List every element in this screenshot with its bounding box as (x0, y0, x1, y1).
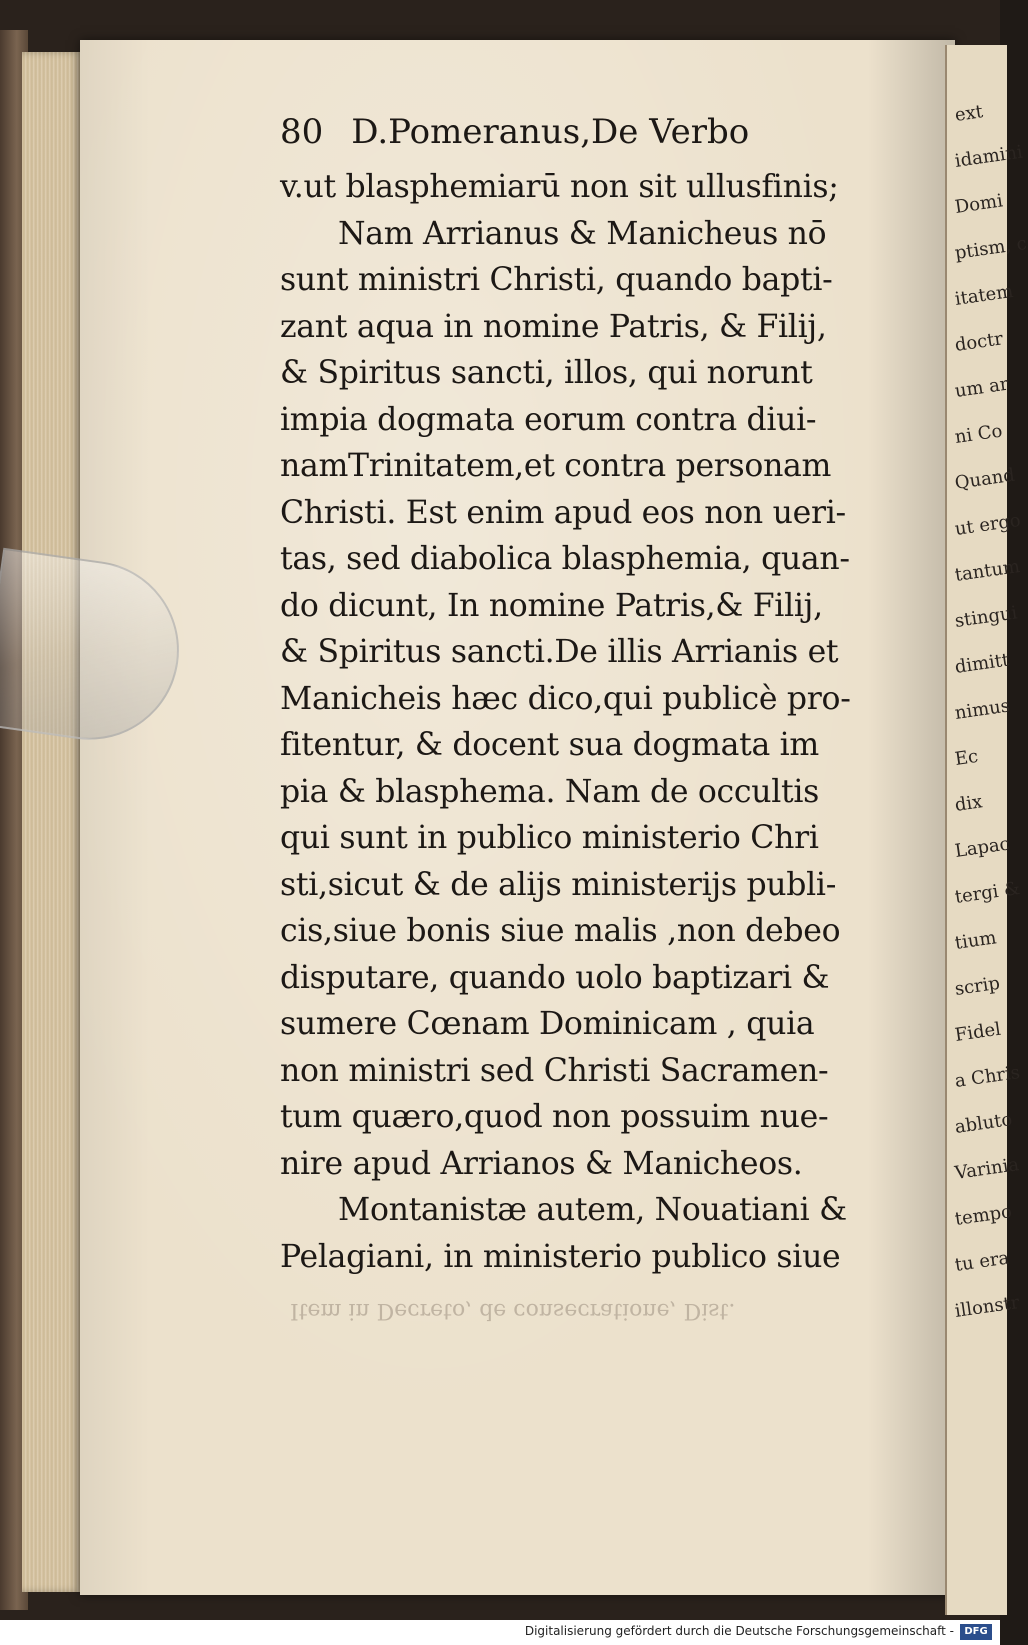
next-page-fragment: dix (953, 791, 984, 816)
next-page-fragment: tu era (953, 1247, 1011, 1276)
next-page-fragment: Varinia (953, 1154, 1021, 1184)
page-edges (22, 52, 84, 1592)
next-page-fragment: Fidel (953, 1018, 1003, 1046)
text-line: & Spiritus sancti, illos, qui norunt (280, 355, 813, 391)
text-line: Manicheis hæc dico,qui publicè pro- (280, 680, 851, 717)
next-page-fragment: dimitt (953, 649, 1011, 678)
text-line: & Spiritus sancti.De illis Arrianis et (280, 634, 839, 670)
text-line: Christi. Est enim apud eos non ueri- (280, 494, 846, 531)
page-text (280, 112, 905, 1280)
next-page-fragment: um ar (953, 373, 1010, 402)
next-page-fragment: nimus (953, 695, 1012, 724)
text-line: v.ut blasphemiarū non sit ullusfinis; (280, 169, 839, 205)
running-head: D.Pomeranus,De Verbo (351, 112, 750, 152)
text-line: disputare, quando uolo baptizari & (280, 959, 830, 996)
next-page-fragment: ptism, c (953, 233, 1028, 264)
text-line: Pelagiani, in ministerio publico siue (280, 1238, 841, 1275)
next-page-fragment: Domi (953, 190, 1005, 218)
text-line: tas, sed diabolica blasphemia, quan- (280, 541, 850, 577)
next-page-fragment: illonstr (953, 1292, 1021, 1322)
page-number: 80 (280, 112, 324, 152)
text-line: pia & blasphema. Nam de occultis (280, 773, 819, 810)
text-line: sti,sicut & de alijs ministerijs publi- (280, 866, 837, 903)
text-line: namTrinitatem,et contra personam (280, 448, 832, 484)
text-line: nire apud Arrianos & Manicheos. (280, 1145, 803, 1182)
next-page-fragment: ext (953, 101, 985, 126)
text-line: sumere Cœnam Dominicam , quia (280, 1006, 815, 1042)
next-page-fragment: Lapac (953, 833, 1011, 862)
footer-bar (0, 1620, 1000, 1645)
next-page-fragment: Ec (953, 745, 980, 770)
text-line: impia dogmata eorum contra diui- (280, 401, 817, 438)
text-line: non ministri sed Christi Sacramen- (280, 1052, 829, 1089)
next-page-fragment: idamini (953, 141, 1024, 172)
next-page-fragment: a Chris (953, 1061, 1022, 1092)
next-page-margin (945, 45, 1028, 1615)
dfg-logo: DFG (960, 1624, 992, 1640)
text-line: tum quæro,quod non possuim nue- (280, 1099, 829, 1135)
text-line: qui sunt in publico ministerio Chri (280, 820, 819, 856)
footer-credit: Digitalisierung gefördert durch die Deutsche Forschungsgemeinschaft - (524, 1624, 954, 1638)
next-page-fragment: scrip (953, 972, 1002, 1000)
text-line: fitentur, & docent sua dogmata im (280, 727, 819, 763)
next-page-fragment: ni Co (953, 420, 1004, 448)
running-header (280, 112, 905, 164)
next-page-fragment: tergi & (953, 877, 1022, 908)
next-page-fragment: itatem (953, 280, 1015, 310)
next-page-fragment: ut ergo (953, 509, 1022, 540)
next-page-fragment: tium (953, 927, 998, 954)
show-through-text: Item in Decreto, de consecratione, Dist. (290, 1298, 736, 1323)
text-line: do dicunt, In nomine Patris,& Filij, (280, 587, 823, 624)
text-line: sunt ministri Christi, quando bapti- (280, 262, 833, 298)
text-line: Nam Arrianus & Manicheus nō (338, 215, 827, 252)
text-lines (280, 164, 905, 1280)
next-page-fragment: abluto (953, 1109, 1014, 1138)
text-line: Montanistæ autem, Nouatiani & (338, 1192, 847, 1228)
next-page-fragment: tantum (953, 555, 1022, 586)
text-line: zant aqua in nomine Patris, & Filij, (280, 308, 827, 345)
text-line: cis,siue bonis siue malis ,non debeo (280, 913, 841, 949)
next-page-fragment: Quand (953, 464, 1017, 494)
next-page-fragment: stingui (953, 602, 1019, 632)
next-page-fragment: doctr (953, 328, 1005, 356)
next-page-fragment: tempo (953, 1201, 1014, 1230)
